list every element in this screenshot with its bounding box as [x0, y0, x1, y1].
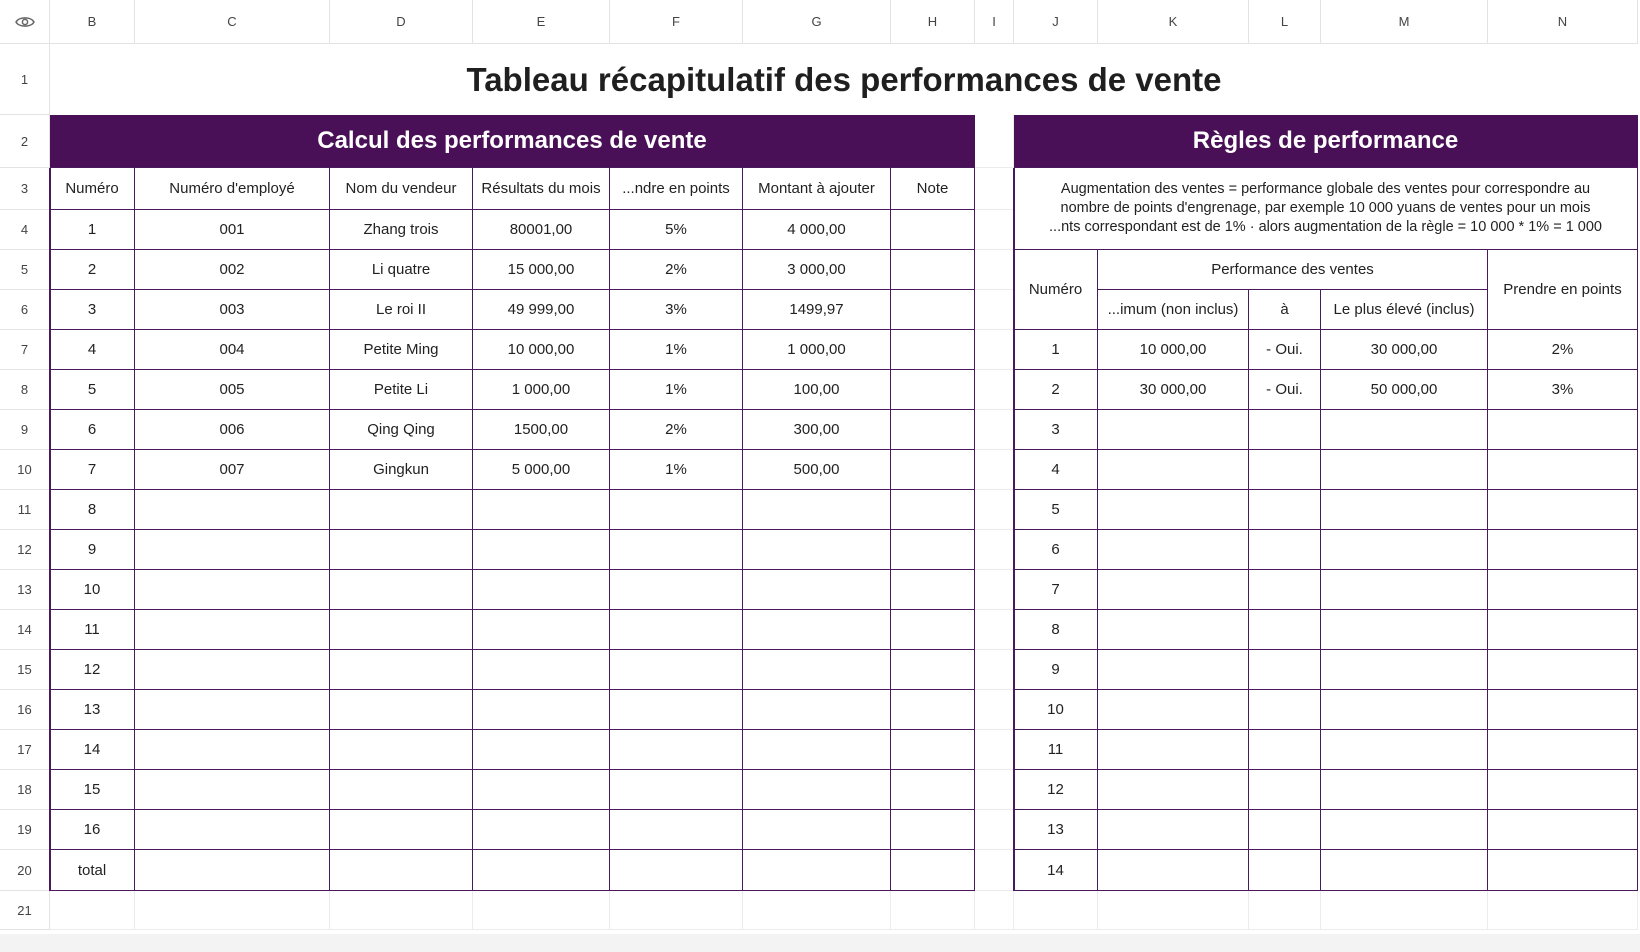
right-table-cell[interactable] — [1249, 490, 1321, 530]
left-table-cell[interactable] — [891, 450, 975, 490]
grid-cell[interactable] — [975, 570, 1014, 610]
description-line: Augmentation des ventes = performance globale des ventes pour correspondre au — [1060, 181, 1591, 197]
left-table-cell[interactable] — [891, 250, 975, 290]
description-line: ...nts correspondant est de 1% · alors augmentation de la règle = 10 000 * 1% = 1 000 — [1049, 219, 1602, 235]
grid-cell[interactable] — [975, 810, 1014, 850]
left-table-cell[interactable]: 12 — [50, 650, 135, 690]
left-table-cell[interactable] — [743, 770, 891, 810]
left-table-cell[interactable]: 1499,97 — [743, 290, 891, 330]
left-table-cell[interactable]: 300,00 — [743, 410, 891, 450]
row-header-4[interactable]: 4 — [0, 210, 50, 250]
row-header-19[interactable]: 19 — [0, 810, 50, 850]
left-table-cell[interactable] — [135, 570, 330, 610]
right-table-cell[interactable] — [1488, 490, 1638, 530]
left-table-cell[interactable]: 1 000,00 — [473, 370, 610, 410]
left-table-cell[interactable] — [330, 610, 473, 650]
left-table-cell[interactable] — [135, 730, 330, 770]
left-table-cell[interactable] — [743, 490, 891, 530]
right-table-cell[interactable] — [1488, 770, 1638, 810]
grid-cell[interactable] — [1014, 891, 1098, 930]
left-table-cell[interactable]: 007 — [135, 450, 330, 490]
left-table-cell[interactable] — [473, 770, 610, 810]
grid-cell[interactable] — [135, 891, 330, 930]
left-table-cell[interactable]: Qing Qing — [330, 410, 473, 450]
column-header-b[interactable]: B — [50, 0, 135, 44]
left-table-cell[interactable]: 2 — [50, 250, 135, 290]
left-table-cell[interactable]: 002 — [135, 250, 330, 290]
left-table-cell[interactable]: 1 — [50, 210, 135, 250]
left-table-cell[interactable]: 80001,00 — [473, 210, 610, 250]
right-table-cell[interactable]: 10 — [1014, 690, 1098, 730]
row-header-15[interactable]: 15 — [0, 650, 50, 690]
right-table-cell[interactable] — [1249, 610, 1321, 650]
right-table-cell[interactable]: 9 — [1014, 650, 1098, 690]
left-table-cell[interactable] — [473, 690, 610, 730]
column-header-e[interactable]: E — [473, 0, 610, 44]
left-table-cell[interactable] — [891, 490, 975, 530]
column-header-j[interactable]: J — [1014, 0, 1098, 44]
right-table-cell[interactable] — [1249, 530, 1321, 570]
right-table-cell[interactable]: 50 000,00 — [1321, 370, 1488, 410]
left-table-cell[interactable] — [891, 730, 975, 770]
left-table-cell[interactable]: 1500,00 — [473, 410, 610, 450]
right-table-cell[interactable] — [1249, 410, 1321, 450]
right-table-cell[interactable] — [1098, 730, 1249, 770]
grid-cell[interactable] — [975, 450, 1014, 490]
right-table-cell[interactable]: 12 — [1014, 770, 1098, 810]
right-table-cell[interactable] — [1321, 490, 1488, 530]
right-table-left-border — [1013, 168, 1015, 891]
right-table-cell[interactable]: 13 — [1014, 810, 1098, 850]
right-table-cell[interactable] — [1249, 650, 1321, 690]
left-table-cell[interactable] — [610, 570, 743, 610]
right-table-cell[interactable] — [1098, 770, 1249, 810]
row-header-14[interactable]: 14 — [0, 610, 50, 650]
right-table-cell[interactable]: 2% — [1488, 330, 1638, 370]
left-table-cell[interactable] — [330, 770, 473, 810]
right-table-cell[interactable] — [1321, 650, 1488, 690]
left-table-cell[interactable] — [891, 690, 975, 730]
right-table-cell[interactable] — [1321, 450, 1488, 490]
column-header-i[interactable]: I — [975, 0, 1014, 44]
right-table-banner: Règles de performance — [1014, 115, 1638, 168]
grid-cell[interactable] — [975, 850, 1014, 891]
right-header-performance[interactable]: Performance des ventes — [1098, 250, 1488, 290]
row-header-18[interactable]: 18 — [0, 770, 50, 810]
left-table-cell[interactable]: 1 000,00 — [743, 330, 891, 370]
left-table-cell[interactable]: 13 — [50, 690, 135, 730]
grid-cell[interactable] — [610, 891, 743, 930]
grid-cell[interactable] — [975, 250, 1014, 290]
left-table-cell[interactable] — [610, 810, 743, 850]
left-table-cell[interactable] — [891, 410, 975, 450]
row-header-10[interactable]: 10 — [0, 450, 50, 490]
left-table-cell[interactable]: 500,00 — [743, 450, 891, 490]
left-table-cell[interactable]: 1% — [610, 370, 743, 410]
left-table-cell[interactable]: 006 — [135, 410, 330, 450]
left-table-cell[interactable] — [135, 810, 330, 850]
left-table-cell[interactable]: 3 — [50, 290, 135, 330]
left-table-cell[interactable] — [610, 850, 743, 891]
right-table-cell[interactable]: 8 — [1014, 610, 1098, 650]
left-header-6[interactable]: Montant à ajouter — [743, 168, 891, 210]
column-header-l[interactable]: L — [1249, 0, 1321, 44]
left-table-cell[interactable] — [891, 210, 975, 250]
right-table-cell[interactable] — [1249, 570, 1321, 610]
grid-cell[interactable] — [975, 690, 1014, 730]
left-table-cell[interactable] — [891, 650, 975, 690]
row-header-21[interactable]: 21 — [0, 891, 50, 930]
sheet-bottom-margin — [0, 934, 1640, 952]
row-header-9[interactable]: 9 — [0, 410, 50, 450]
right-table-cell[interactable] — [1098, 570, 1249, 610]
left-table-left-border — [49, 168, 51, 891]
right-table-cell[interactable] — [1321, 570, 1488, 610]
left-table-cell[interactable]: 6 — [50, 410, 135, 450]
row-header-13[interactable]: 13 — [0, 570, 50, 610]
column-header-c[interactable]: C — [135, 0, 330, 44]
left-table-cell[interactable]: 4 000,00 — [743, 210, 891, 250]
right-table-cell[interactable] — [1321, 610, 1488, 650]
left-table-cell[interactable]: 5% — [610, 210, 743, 250]
left-table-cell[interactable]: Petite Ming — [330, 330, 473, 370]
left-table-cell[interactable]: 4 — [50, 330, 135, 370]
left-table-cell[interactable]: 2% — [610, 410, 743, 450]
left-table-cell[interactable]: Zhang trois — [330, 210, 473, 250]
right-table-cell[interactable] — [1098, 650, 1249, 690]
right-table-cell[interactable] — [1321, 530, 1488, 570]
column-header-f[interactable]: F — [610, 0, 743, 44]
right-table-cell[interactable] — [1321, 730, 1488, 770]
grid-cell[interactable] — [1488, 891, 1638, 930]
left-table-cell[interactable]: 5 — [50, 370, 135, 410]
grid-cell[interactable] — [975, 770, 1014, 810]
eye-icon[interactable] — [0, 0, 50, 44]
left-table-cell[interactable]: 15 — [50, 770, 135, 810]
grid-cell[interactable] — [975, 610, 1014, 650]
grid-cell[interactable] — [975, 650, 1014, 690]
description-line: nombre de points d'engrenage, par exemple 10 000 yuans de ventes pour un mois — [1060, 200, 1591, 216]
left-table-cell[interactable] — [743, 810, 891, 850]
left-table-cell[interactable] — [891, 570, 975, 610]
right-table-cell[interactable] — [1488, 570, 1638, 610]
left-table-cell[interactable] — [330, 490, 473, 530]
left-table-cell[interactable]: 8 — [50, 490, 135, 530]
row-header-16[interactable]: 16 — [0, 690, 50, 730]
right-table-cell[interactable]: 5 — [1014, 490, 1098, 530]
right-table-cell[interactable] — [1488, 450, 1638, 490]
left-table-cell[interactable]: 11 — [50, 610, 135, 650]
left-table-cell[interactable]: 49 999,00 — [473, 290, 610, 330]
row-header-1[interactable]: 1 — [0, 44, 50, 115]
left-table-cell[interactable]: 7 — [50, 450, 135, 490]
left-table-cell[interactable]: Le roi II — [330, 290, 473, 330]
left-table-cell[interactable]: 100,00 — [743, 370, 891, 410]
left-table-cell[interactable] — [610, 610, 743, 650]
right-table-cell[interactable] — [1249, 850, 1321, 891]
page-title: Tableau récapitulatif des performances de vente — [466, 60, 1222, 98]
left-table-cell[interactable]: 9 — [50, 530, 135, 570]
left-table-cell[interactable] — [610, 650, 743, 690]
column-header-n[interactable]: N — [1488, 0, 1638, 44]
right-header-max[interactable]: Le plus élevé (inclus) — [1321, 290, 1488, 330]
grid-cell[interactable] — [975, 290, 1014, 330]
right-table-cell[interactable]: 2 — [1014, 370, 1098, 410]
column-header-d[interactable]: D — [330, 0, 473, 44]
right-table-cell[interactable] — [1321, 810, 1488, 850]
right-table-cell[interactable] — [1321, 690, 1488, 730]
left-table-cell[interactable] — [743, 690, 891, 730]
left-table-cell[interactable] — [330, 730, 473, 770]
left-table-cell[interactable]: 005 — [135, 370, 330, 410]
right-table-cell[interactable] — [1249, 450, 1321, 490]
left-table-cell[interactable] — [891, 810, 975, 850]
right-header-points[interactable]: Prendre en points — [1488, 250, 1638, 330]
right-table-cell[interactable]: 7 — [1014, 570, 1098, 610]
column-header-k[interactable]: K — [1098, 0, 1249, 44]
left-table-cell[interactable]: 5 000,00 — [473, 450, 610, 490]
right-table-cell[interactable] — [1488, 690, 1638, 730]
left-table-cell[interactable] — [330, 570, 473, 610]
right-table-cell[interactable] — [1249, 810, 1321, 850]
right-table-cell[interactable] — [1321, 770, 1488, 810]
left-table-cell[interactable]: 1% — [610, 450, 743, 490]
right-header-numero[interactable]: Numéro — [1014, 250, 1098, 330]
right-table-cell[interactable]: 11 — [1014, 730, 1098, 770]
left-table-cell[interactable] — [473, 570, 610, 610]
left-table-cell[interactable] — [891, 530, 975, 570]
right-table-cell[interactable]: 30 000,00 — [1321, 330, 1488, 370]
row-header-6[interactable]: 6 — [0, 290, 50, 330]
left-table-cell[interactable] — [473, 810, 610, 850]
left-table-cell[interactable] — [743, 610, 891, 650]
rules-description[interactable] — [1014, 168, 1638, 250]
left-table-cell[interactable] — [135, 490, 330, 530]
left-table-cell[interactable] — [610, 730, 743, 770]
left-table-cell[interactable] — [891, 850, 975, 891]
right-table-cell[interactable] — [1488, 810, 1638, 850]
right-table-cell[interactable]: 3% — [1488, 370, 1638, 410]
column-header-h[interactable]: H — [891, 0, 975, 44]
right-table-cell[interactable] — [1488, 530, 1638, 570]
grid-cell[interactable] — [975, 530, 1014, 570]
left-header-1[interactable]: Numéro — [50, 168, 135, 210]
left-table-cell[interactable] — [891, 770, 975, 810]
left-table-cell[interactable] — [135, 690, 330, 730]
right-table-cell[interactable] — [1488, 410, 1638, 450]
left-table-cell[interactable] — [135, 610, 330, 650]
left-table-cell[interactable] — [891, 610, 975, 650]
left-table-banner: Calcul des performances de vente — [50, 115, 975, 168]
left-table-cell[interactable]: 14 — [50, 730, 135, 770]
right-table-cell[interactable] — [1321, 850, 1488, 891]
left-table-cell[interactable] — [330, 850, 473, 891]
left-table-cell[interactable] — [610, 690, 743, 730]
left-table-cell[interactable] — [330, 650, 473, 690]
right-table-cell[interactable]: - Oui. — [1249, 370, 1321, 410]
left-table-cell[interactable] — [891, 370, 975, 410]
left-table-cell[interactable] — [135, 770, 330, 810]
grid-cell[interactable] — [975, 490, 1014, 530]
row-header-20[interactable]: 20 — [0, 850, 50, 891]
left-table-cell[interactable]: 15 000,00 — [473, 250, 610, 290]
right-table-cell[interactable] — [1098, 530, 1249, 570]
right-table-cell[interactable] — [1098, 690, 1249, 730]
left-table-cell[interactable] — [473, 730, 610, 770]
grid-cell[interactable] — [743, 891, 891, 930]
grid-cell[interactable] — [975, 115, 1014, 168]
row-header-7[interactable]: 7 — [0, 330, 50, 370]
left-table-cell[interactable] — [610, 770, 743, 810]
left-table-cell[interactable] — [135, 850, 330, 891]
left-header-3[interactable]: Nom du vendeur — [330, 168, 473, 210]
left-table-cell[interactable] — [891, 290, 975, 330]
left-table-cell[interactable] — [743, 650, 891, 690]
row-header-2[interactable]: 2 — [0, 115, 50, 168]
row-header-12[interactable]: 12 — [0, 530, 50, 570]
right-table-cell[interactable] — [1098, 490, 1249, 530]
right-table-cell[interactable] — [1098, 450, 1249, 490]
left-table-cell[interactable]: 003 — [135, 290, 330, 330]
right-table-cell[interactable] — [1098, 410, 1249, 450]
column-header-m[interactable]: M — [1321, 0, 1488, 44]
left-table-cell[interactable] — [330, 690, 473, 730]
grid-cell[interactable] — [473, 891, 610, 930]
left-table-cell[interactable]: total — [50, 850, 135, 891]
left-header-5[interactable]: ...ndre en points — [610, 168, 743, 210]
left-table-cell[interactable] — [743, 570, 891, 610]
row-header-17[interactable]: 17 — [0, 730, 50, 770]
left-header-2[interactable]: Numéro d'employé — [135, 168, 330, 210]
grid-cell[interactable] — [975, 730, 1014, 770]
left-table-cell[interactable] — [473, 530, 610, 570]
right-table-cell[interactable]: 14 — [1014, 850, 1098, 891]
left-table-cell[interactable]: 2% — [610, 250, 743, 290]
right-table-cell[interactable]: 6 — [1014, 530, 1098, 570]
left-table-cell[interactable] — [891, 330, 975, 370]
row-header-5[interactable]: 5 — [0, 250, 50, 290]
left-table-cell[interactable] — [743, 850, 891, 891]
left-table-cell[interactable] — [330, 530, 473, 570]
grid-cell[interactable] — [975, 891, 1014, 930]
right-table-cell[interactable] — [1488, 610, 1638, 650]
left-table-cell[interactable] — [610, 530, 743, 570]
right-table-cell[interactable]: 3 — [1014, 410, 1098, 450]
grid-cell[interactable] — [330, 891, 473, 930]
right-table-cell[interactable]: 4 — [1014, 450, 1098, 490]
row-header-8[interactable]: 8 — [0, 370, 50, 410]
grid-cell[interactable] — [975, 330, 1014, 370]
left-table-cell[interactable]: 001 — [135, 210, 330, 250]
left-table-cell[interactable]: 10 000,00 — [473, 330, 610, 370]
left-table-cell[interactable]: 10 — [50, 570, 135, 610]
row-header-3[interactable]: 3 — [0, 168, 50, 210]
left-table-cell[interactable] — [135, 650, 330, 690]
left-table-cell[interactable] — [473, 850, 610, 891]
left-table-cell[interactable] — [330, 810, 473, 850]
grid-cell[interactable] — [1098, 891, 1249, 930]
grid-cell[interactable] — [50, 891, 135, 930]
left-table-cell[interactable]: 3 000,00 — [743, 250, 891, 290]
right-table-cell[interactable] — [1249, 690, 1321, 730]
right-table-cell[interactable] — [1488, 730, 1638, 770]
left-table-cell[interactable]: 16 — [50, 810, 135, 850]
grid-cell[interactable] — [975, 410, 1014, 450]
right-table-cell[interactable] — [1249, 730, 1321, 770]
left-table-cell[interactable]: 1% — [610, 330, 743, 370]
left-table-cell[interactable] — [610, 490, 743, 530]
left-table-cell[interactable] — [743, 530, 891, 570]
grid-cell[interactable] — [975, 370, 1014, 410]
right-table-cell[interactable] — [1488, 650, 1638, 690]
right-table-cell[interactable]: 1 — [1014, 330, 1098, 370]
right-table-cell[interactable] — [1488, 850, 1638, 891]
grid-cell[interactable] — [975, 168, 1014, 210]
left-header-7[interactable]: Note — [891, 168, 975, 210]
left-table-cell[interactable]: Petite Li — [330, 370, 473, 410]
left-table-cell[interactable] — [473, 650, 610, 690]
left-table-cell[interactable] — [473, 490, 610, 530]
right-table-cell[interactable]: - Oui. — [1249, 330, 1321, 370]
left-table-cell[interactable] — [743, 730, 891, 770]
column-header-g[interactable]: G — [743, 0, 891, 44]
left-table-cell[interactable]: Li quatre — [330, 250, 473, 290]
right-table-cell[interactable]: 10 000,00 — [1098, 330, 1249, 370]
grid-cell[interactable] — [975, 210, 1014, 250]
left-header-4[interactable]: Résultats du mois — [473, 168, 610, 210]
right-table-cell[interactable] — [1321, 410, 1488, 450]
row-header-11[interactable]: 11 — [0, 490, 50, 530]
right-header-min[interactable]: ...imum (non inclus) — [1098, 290, 1249, 330]
right-table-cell[interactable] — [1098, 810, 1249, 850]
right-table-cell[interactable] — [1249, 770, 1321, 810]
left-table-cell[interactable] — [135, 530, 330, 570]
left-table-cell[interactable]: 004 — [135, 330, 330, 370]
right-table-cell[interactable]: 30 000,00 — [1098, 370, 1249, 410]
grid-cell[interactable] — [1321, 891, 1488, 930]
right-table-cell[interactable] — [1098, 610, 1249, 650]
right-table-cell[interactable] — [1098, 850, 1249, 891]
left-table-cell[interactable] — [473, 610, 610, 650]
grid-cell[interactable] — [891, 891, 975, 930]
grid-cell[interactable] — [1249, 891, 1321, 930]
left-table-cell[interactable]: 3% — [610, 290, 743, 330]
right-header-a[interactable]: à — [1249, 290, 1321, 330]
left-table-cell[interactable]: Gingkun — [330, 450, 473, 490]
